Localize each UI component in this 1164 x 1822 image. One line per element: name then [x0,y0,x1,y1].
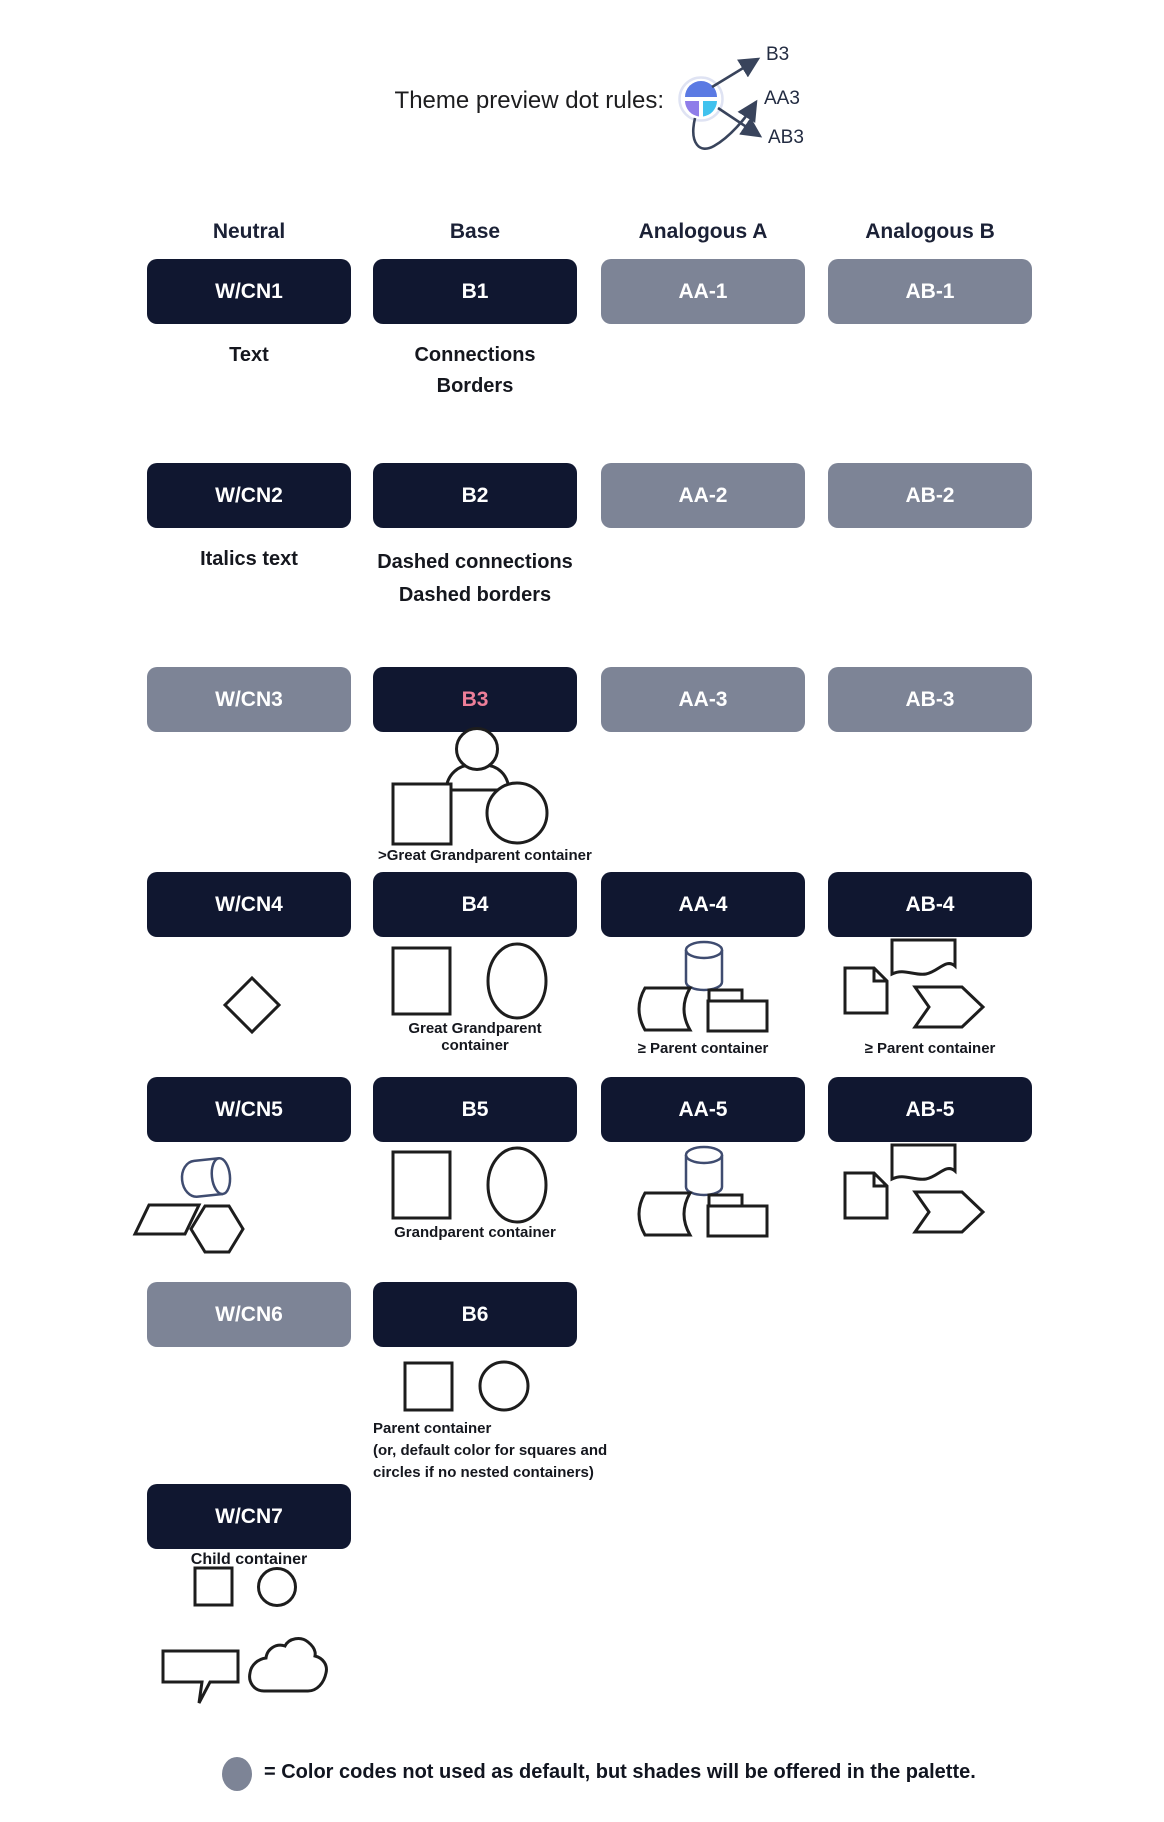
swatch-label: AA-5 [678,1097,728,1121]
swatch-label: AA-2 [678,483,728,507]
square-shape-icon [393,948,450,1014]
cylinder-top-icon [686,942,722,958]
swatch-label: W/CN2 [215,483,283,507]
chevron-shape-icon [915,987,983,1027]
caption-parent-line1: Parent container [373,1420,492,1437]
note-italics-text: Italics text [200,548,298,570]
chevron-shape-icon [915,1192,983,1232]
note-text: Text [229,344,269,366]
circle-shape-icon [259,1569,296,1606]
swatch-b5 [373,1077,577,1142]
circle-shape-icon [488,1148,546,1222]
swatch-wcn2 [147,463,351,528]
swatch-wcn4 [147,872,351,937]
caption-parent-line3: circles if no nested containers) [373,1464,594,1481]
note-dashed-connections: Dashed connections [377,551,573,573]
swatch-label: B3 [461,687,489,711]
caption-great-grandparent: Great Grandparent container [408,1020,542,1054]
legend-text: = Color codes not used as default, but shades will be offered in the palette. [264,1761,976,1783]
swatch-wcn7 [147,1484,351,1549]
swatch-wcn3 [147,667,351,732]
swatch-label: B2 [461,483,489,507]
swatch-aa1 [601,259,805,324]
swatch-ab4 [828,872,1032,937]
swatch-aa4 [601,872,805,937]
swatch-label: AA-1 [678,279,728,303]
circle-shape-icon [487,783,547,843]
page-shape-icon [845,1173,887,1218]
swatch-label: B6 [461,1302,489,1326]
swatch-b4 [373,872,577,937]
caption-great-grandparent-gt: >Great Grandparent container [378,847,592,864]
wcn7-shape-cluster-2 [150,1636,340,1708]
swatch-aa5 [601,1077,805,1142]
page-shape-icon [845,968,887,1013]
caption-parent-ab4: ≥ Parent container [864,1040,996,1057]
swatch-b1 [373,259,577,324]
caption-parent-line2: (or, default color for squares and [373,1442,608,1459]
stored-data-shape-icon [639,1193,690,1235]
b4-shape-cluster [385,942,555,1022]
aa5-shape-cluster [622,1140,772,1260]
caption-grandparent: Grandparent container [394,1224,556,1241]
b6-shape-cluster [395,1360,555,1416]
ab4-shape-cluster [838,930,998,1035]
legend-dot-icon [220,1755,254,1793]
page-title: Theme preview dot rules: [394,87,664,114]
arrow-to-ab3 [718,108,760,136]
folder-tab-icon [709,990,742,1001]
swatch-label: W/CN1 [215,279,283,303]
square-shape-icon [195,1568,232,1605]
parallelogram-shape-icon [135,1205,199,1234]
swatch-ab2 [828,463,1032,528]
document-shape-icon [892,1145,955,1179]
aa4-shape-cluster [622,935,772,1055]
swatch-aa2 [601,463,805,528]
b3-shape-cluster [380,718,560,850]
square-shape-icon [393,1152,450,1218]
swatch-label: AB-3 [905,687,955,711]
wcn5-shape-cluster [125,1150,260,1260]
swatch-label: W/CN3 [215,687,283,711]
column-header-neutral: Neutral [212,220,286,243]
preview-dot-icon [650,30,780,165]
stored-data-shape-icon [639,988,690,1030]
speech-bubble-shape-icon [163,1651,238,1703]
folder-shape-icon [708,1001,767,1031]
caption-parent-aa4: ≥ Parent container [637,1040,769,1057]
dot-rule-label-ab3: AB3 [768,127,804,148]
note-borders: Borders [436,375,514,397]
swatch-label: AA-4 [678,892,728,916]
caption-child-container: Child container [190,1551,308,1568]
dot-rule-label-b3: B3 [766,44,790,65]
swatch-label: AA-3 [678,687,728,711]
folder-shape-icon [708,1206,767,1236]
column-header-analogous-b: Analogous B [865,220,995,243]
diamond-shape-icon [225,978,279,1032]
b5-shape-cluster [385,1146,555,1226]
circle-shape-icon [488,944,546,1018]
swatch-label: W/CN4 [215,892,283,916]
swatch-label: W/CN5 [215,1097,283,1121]
swatch-ab3 [828,667,1032,732]
wcn7-shape-cluster [185,1563,345,1613]
note-connections: Connections [414,344,536,366]
swatch-ab5 [828,1077,1032,1142]
document-shape-icon [892,940,955,974]
hexagon-shape-icon [191,1206,243,1252]
swatch-wcn6 [147,1282,351,1347]
swatch-wcn1 [147,259,351,324]
column-header-base: Base [449,220,501,243]
swatch-label: B5 [461,1097,489,1121]
arrow-to-b3 [712,59,758,87]
swatch-label: B1 [461,279,489,303]
gray-dot-icon [222,1757,252,1791]
person-head-icon [457,729,498,770]
swatch-label: AB-1 [905,279,955,303]
cloud-shape-icon [250,1639,327,1691]
folder-tab-icon [709,1195,742,1206]
dot-rule-label-aa3: AA3 [764,88,800,109]
swatch-label: AB-5 [905,1097,955,1121]
swatch-label: AB-2 [905,483,955,507]
swatch-label: W/CN7 [215,1504,283,1528]
square-shape-icon [393,784,451,844]
column-header-analogous-a: Analogous A [638,220,768,243]
swatch-label: AB-4 [905,892,955,916]
swatch-b2 [373,463,577,528]
ab5-shape-cluster [838,1135,998,1240]
note-dashed-borders: Dashed borders [398,584,552,606]
swatch-label: B4 [461,892,489,916]
circle-shape-icon [480,1362,528,1410]
square-shape-icon [405,1363,452,1410]
cylinder-top-icon [686,1147,722,1163]
swatch-label: W/CN6 [215,1302,283,1326]
swatch-ab1 [828,259,1032,324]
wcn4-shape-cluster [217,970,287,1040]
swatch-wcn5 [147,1077,351,1142]
swatch-b6 [373,1282,577,1347]
swatch-aa3 [601,667,805,732]
